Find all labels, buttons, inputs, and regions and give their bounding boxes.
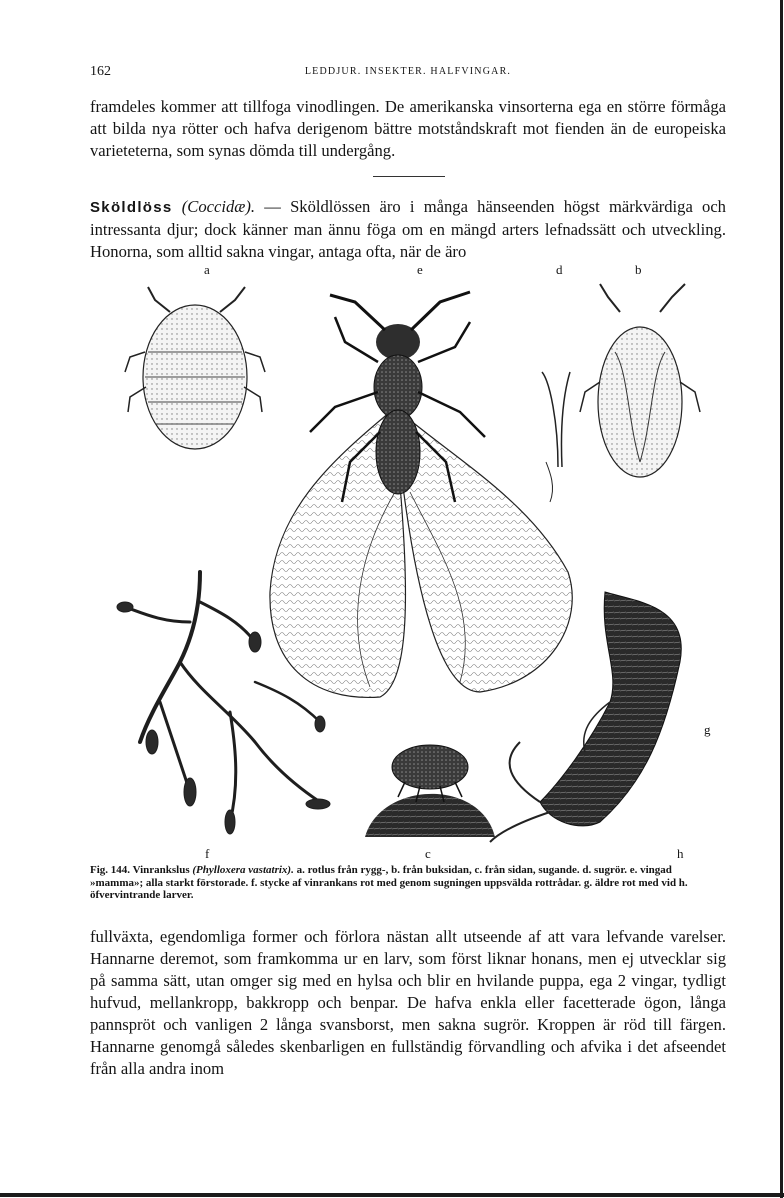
figure-label-a: a bbox=[204, 262, 210, 277]
figure-label-h: h bbox=[677, 846, 684, 861]
root-louse-ventral-b bbox=[580, 284, 700, 477]
figure-label-d: d bbox=[556, 262, 563, 277]
caption-prefix: Fig. 144. Vinrankslus bbox=[90, 864, 193, 876]
figure-caption bbox=[90, 864, 726, 902]
paragraph-section bbox=[90, 196, 726, 263]
section-body: — Sköldlössen äro i många hänseenden högst märkvärdiga och intressanta djur; dock känner man ännu föga om en mängd arters lefnadssätt och utveckling. Honorna, som alltid sakna vingar, antaga ofta, när de äro bbox=[90, 197, 726, 261]
paragraph-continuation: fullväxta, egendomliga former och förlora nästan allt utseende af att vara lefvande varelser. Hannarne deremot, som framkomma ur en larv, som först liknar honans, men ej utvecklar sig på samma sätt, utan omger sig med en hylsa och blir en hvilande puppa, ega 2 vingar, tydligt hufvud, mellankropp, bakkropp och benpar. De hafva enkla eller facetterade ögon, långa pannspröt och vanligen 2 långa svansborst, men sakna sugrör. Kroppen är röd till färgen. Hannarne genomgå således skenbarligen en fullständig förvandling och afvika i det afseendet från alla andra inom bbox=[90, 927, 726, 1078]
phylloxera-illustration bbox=[80, 262, 740, 862]
winged-insect-e bbox=[270, 292, 572, 697]
figure-label-e: e bbox=[417, 262, 423, 277]
root-louse-dorsal-a bbox=[125, 287, 265, 449]
page-edge-right bbox=[780, 0, 783, 1198]
section-heading: Sköldlöss bbox=[90, 199, 173, 216]
caption-latin: (Phylloxera vastatrix). bbox=[192, 864, 294, 876]
figure-label-c: c bbox=[425, 846, 431, 861]
figure-label-b: b bbox=[635, 262, 642, 277]
running-head: LEDDJUR. INSEKTER. HALFVINGAR. bbox=[304, 66, 512, 77]
page-edge-bottom bbox=[0, 1193, 784, 1197]
page-number: 162 bbox=[90, 64, 111, 79]
figure-144 bbox=[80, 262, 740, 862]
root-louse-side-c bbox=[365, 745, 495, 837]
page-header bbox=[90, 64, 726, 84]
paragraph-intro: framdeles kommer att tillfoga vinodlingen. De amerikanska vinsorterna ega en större förmåga att bilda nya rötter och hafva derigenom bättre motståndskraft mot fienden än de europeiska varieteterna, som synas dömda till undergång. bbox=[90, 97, 726, 160]
section-heading-latin: (Coccidæ). bbox=[181, 197, 256, 216]
figure-label-f: f bbox=[205, 846, 210, 861]
figure-label-g: g bbox=[704, 722, 711, 737]
sucking-tube-d bbox=[542, 372, 570, 502]
caption-text: a. rotlus från rygg-, b. från buksidan, c. från sidan, sugande. d. sugrör. e. vingad »mamma»; alla starkt förstorade. f. stycke af vinrankans rot med genom sugningen uppsvälda rottrådar. g. äldre rot med vid h. öfvervintrande larver. bbox=[90, 864, 688, 901]
section-divider bbox=[373, 176, 445, 177]
